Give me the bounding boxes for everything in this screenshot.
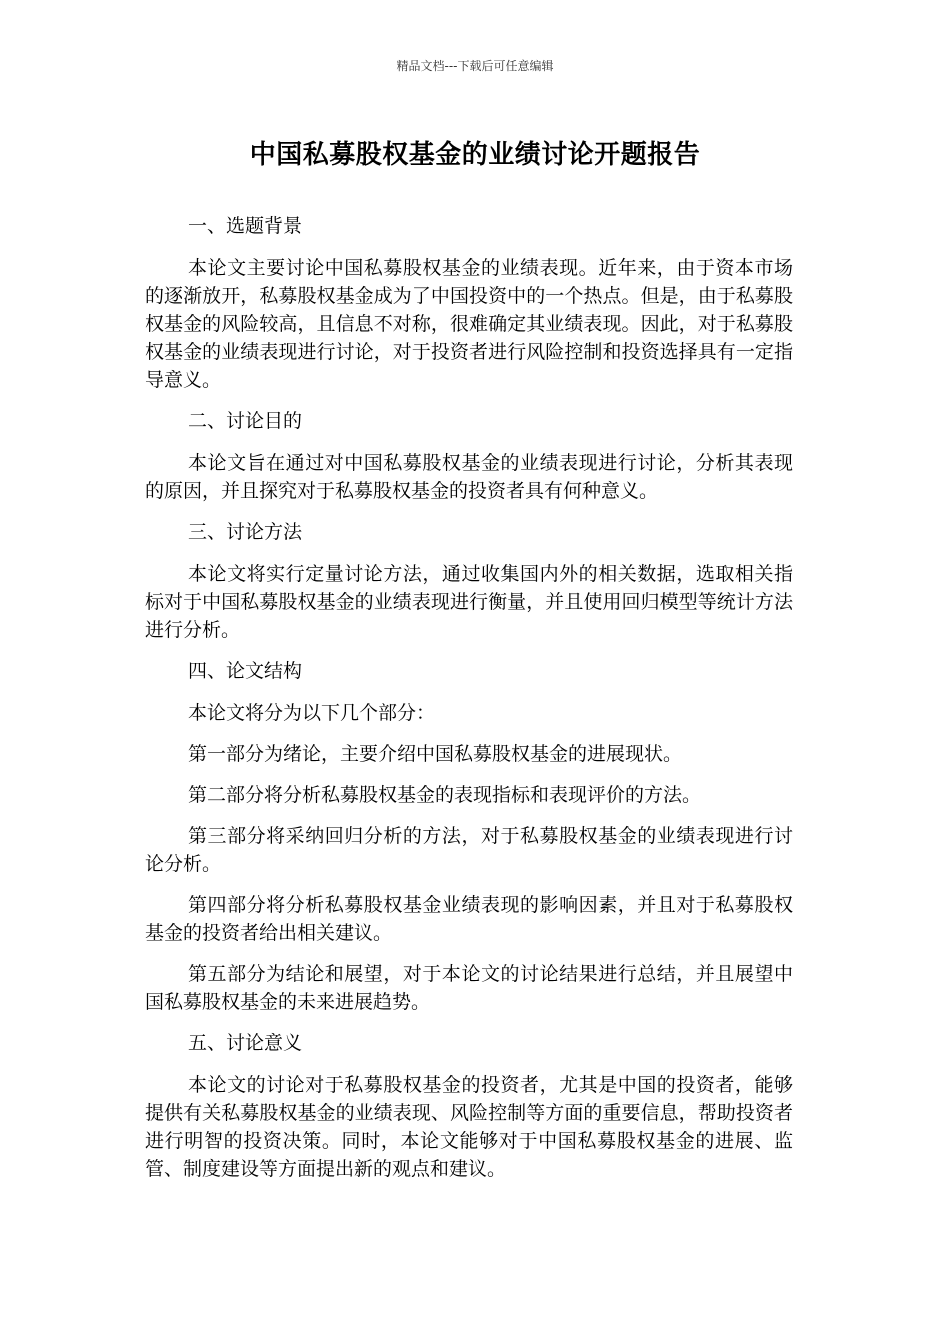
document-title: 中国私募股权基金的业绩讨论开题报告 <box>249 140 701 170</box>
paragraph: 第三部分将采纳回归分析的方法，对于私募股权基金的业绩表现进行讨论分析。 <box>145 825 793 875</box>
document-body <box>145 212 793 1196</box>
paragraph: 第四部分将分析私募股权基金业绩表现的影响因素，并且对于私募股权基金的投资者给出相关建议。 <box>145 894 793 944</box>
section-heading: 二、讨论目的 <box>188 410 303 432</box>
paragraph: 本论文将分为以下几个部分： <box>188 702 436 724</box>
section-heading: 一、选题背景 <box>188 215 303 237</box>
section-heading: 三、讨论方法 <box>188 521 303 543</box>
paragraph: 第二部分将分析私募股权基金的表现指标和表现评价的方法。 <box>188 784 702 806</box>
paragraph: 本论文将实行定量讨论方法，通过收集国内外的相关数据，选取相关指标对于中国私募股权基金的业绩表现进行衡量，并且使用回归模型等统计方法进行分析。 <box>145 563 793 641</box>
header-note: 精品文档---下载后可任意编辑 <box>396 59 554 73</box>
paragraph: 本论文的讨论对于私募股权基金的投资者，尤其是中国的投资者，能够提供有关私募股权基金的业绩表现、风险控制等方面的重要信息，帮助投资者进行明智的投资决策。同时，本论文能够对于中国私募股权基金的进展、监管、制度建设等方面提出新的观点和建议。 <box>145 1074 793 1180</box>
paragraph: 本论文主要讨论中国私募股权基金的业绩表现。近年来，由于资本市场的逐渐放开，私募股权基金成为了中国投资中的一个热点。但是，由于私募股权基金的风险较高，且信息不对称，很难确定其业绩表现。因此，对于私募股权基金的业绩表现进行讨论，对于投资者进行风险控制和投资选择具有一定指导意义。 <box>145 257 793 391</box>
paragraph: 第一部分为绪论，主要介绍中国私募股权基金的进展现状。 <box>188 743 683 765</box>
paragraph: 第五部分为结论和展望，对于本论文的讨论结果进行总结，并且展望中国私募股权基金的未来进展趋势。 <box>145 963 793 1013</box>
paragraph: 本论文旨在通过对中国私募股权基金的业绩表现进行讨论，分析其表现的原因，并且探究对于私募股权基金的投资者具有何种意义。 <box>145 452 793 502</box>
section-heading: 四、论文结构 <box>188 660 303 682</box>
section-heading: 五、讨论意义 <box>188 1032 303 1054</box>
